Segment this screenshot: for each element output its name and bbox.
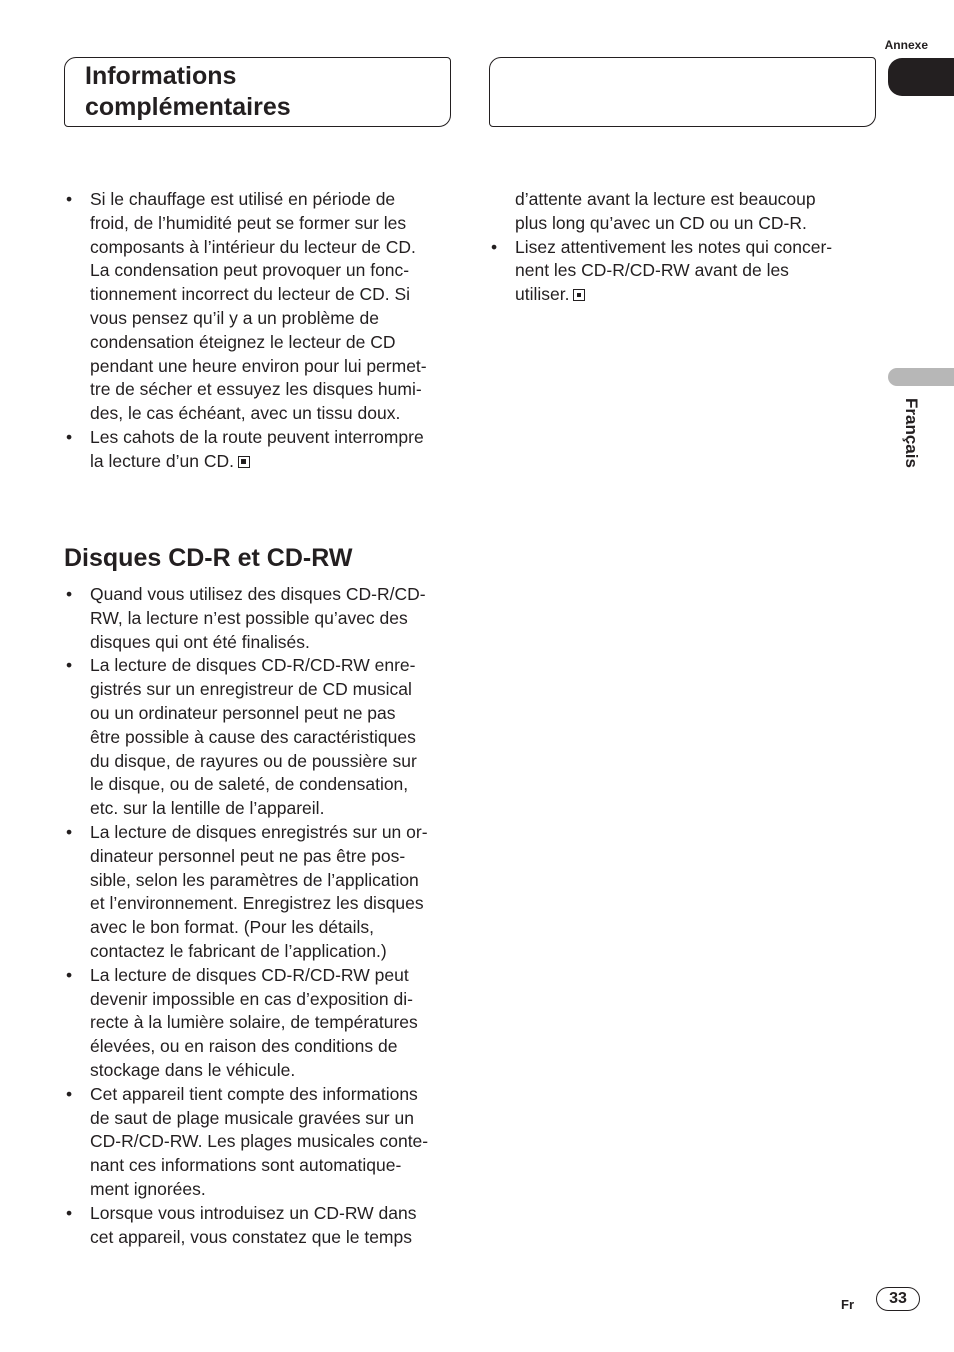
list-item <box>64 1083 454 1202</box>
list-item <box>64 188 454 426</box>
page-title <box>85 61 291 123</box>
text-line: devenir impossible en cas d’exposition di- <box>90 988 413 1009</box>
list-item <box>64 654 454 821</box>
text-line: recte à la lumière solaire, de températures <box>90 1012 418 1033</box>
text-line: ment ignorées. <box>90 1178 206 1199</box>
text-line: tionnement incorrect du lecteur de CD. Si <box>90 284 411 305</box>
end-of-section-icon <box>573 289 585 301</box>
text-line: CD-R/CD-RW. Les plages musicales conte- <box>90 1131 429 1152</box>
text-line: pendant une heure environ pour lui permet- <box>90 355 427 376</box>
empty-title-box <box>489 57 876 127</box>
text-line: Cet appareil tient compte des informations <box>90 1083 418 1104</box>
list-item <box>64 426 454 474</box>
section-title-box <box>64 57 451 127</box>
text-line: sible, selon les paramètres de l’application <box>90 869 419 890</box>
text-line: gistrés sur un enregistreur de CD musical <box>90 679 412 700</box>
list-item <box>64 821 454 964</box>
text-line: dinateur personnel peut ne pas être pos- <box>90 845 406 866</box>
text-line: nant ces informations sont automatique- <box>90 1155 402 1176</box>
text-line: d’attente avant la lecture est beaucoup <box>515 189 816 209</box>
annexe-tab <box>888 58 954 96</box>
text-line: composants à l’intérieur du lecteur de CD. <box>90 236 416 257</box>
text-line: Si le chauffage est utilisé en période de <box>90 189 396 209</box>
list-item-continued <box>489 188 859 236</box>
bullet-list <box>64 583 454 1249</box>
right-column <box>489 188 859 307</box>
text-line: disques qui ont été finalisés. <box>90 631 310 652</box>
text-line: Les cahots de la route peuvent interrompre <box>90 426 424 447</box>
text-line: La lecture de disques enregistrés sur un or- <box>90 821 428 842</box>
text-line: La lecture de disques CD-R/CD-RW enre- <box>90 655 416 676</box>
text-line: élevées, ou en raison des conditions de <box>90 1036 398 1057</box>
text-line: RW, la lecture n’est possible qu’avec des <box>90 607 408 628</box>
text-line: etc. sur la lentille de l’appareil. <box>90 798 325 819</box>
page-title-line2: complémentaires <box>85 93 291 121</box>
annexe-label: Annexe <box>884 38 928 52</box>
page-number: 33 <box>876 1287 920 1311</box>
section-heading: Disques CD-R et CD-RW <box>64 544 353 572</box>
language-tab <box>888 368 954 386</box>
footer-language: Fr <box>841 1297 854 1312</box>
text-line: tre de sécher et essuyez les disques humi- <box>90 379 422 400</box>
text-line: de saut de plage musicale gravées sur un <box>90 1107 414 1128</box>
text-line: stockage dans le véhicule. <box>90 1059 296 1080</box>
text-line: condensation éteignez le lecteur de CD <box>90 331 396 352</box>
text-line: avec le bon format. (Pour les détails, <box>90 917 375 938</box>
end-of-section-icon <box>238 456 250 468</box>
left-column-top <box>64 188 454 474</box>
text-line: Lisez attentivement les notes qui concer- <box>515 236 833 257</box>
text-line: du disque, de rayures ou de poussière sur <box>90 750 417 771</box>
text-line: ou un ordinateur personnel peut ne pas <box>90 702 396 723</box>
text-line: être possible à cause des caractéristiques <box>90 726 416 747</box>
text-line: utiliser. <box>515 284 570 305</box>
text-line: et l’environnement. Enregistrez les disques <box>90 893 424 914</box>
language-label: Français <box>902 398 921 468</box>
list-item <box>64 583 454 654</box>
text-line: La condensation peut provoquer un fonc- <box>90 260 410 281</box>
text-line: des, le cas échéant, avec un tissu doux. <box>90 403 401 424</box>
page-title-line1: Informations <box>85 62 237 90</box>
text-line: Lorsque vous introduisez un CD-RW dans <box>90 1202 417 1223</box>
text-line: vous pensez qu’il y a un problème de <box>90 307 379 328</box>
left-column-section <box>64 583 454 1249</box>
list-item <box>64 1202 454 1250</box>
text-line: nent les CD-R/CD-RW avant de les <box>515 260 789 281</box>
text-line: contactez le fabricant de l’application.) <box>90 940 387 961</box>
list-item <box>489 236 859 307</box>
text-line: La lecture de disques CD-R/CD-RW peut <box>90 964 409 985</box>
text-line: plus long qu’avec un CD ou un CD-R. <box>515 212 807 233</box>
text-line: la lecture d’un CD. <box>90 450 234 471</box>
text-line: Quand vous utilisez des disques CD-R/CD- <box>90 584 426 604</box>
list-item <box>64 964 454 1083</box>
text-line: froid, de l’humidité peut se former sur les <box>90 212 407 233</box>
bullet-list <box>489 188 859 307</box>
text-line: le disque, ou de saleté, de condensation, <box>90 774 409 795</box>
bullet-list <box>64 188 454 474</box>
text-line: cet appareil, vous constatez que le temps <box>90 1226 412 1247</box>
